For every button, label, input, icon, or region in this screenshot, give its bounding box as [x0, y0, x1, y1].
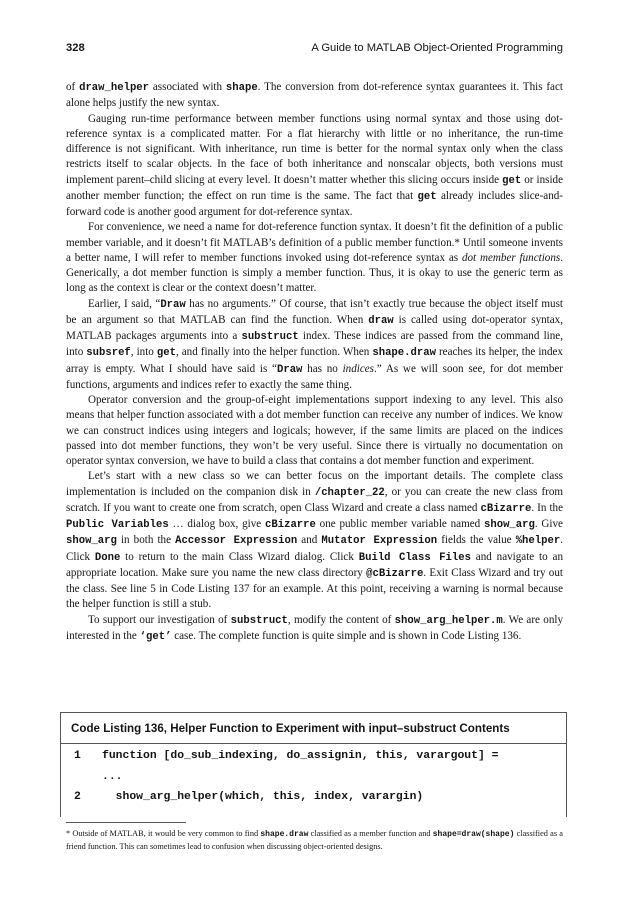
- running-header: [66, 42, 563, 60]
- paragraph-2: Gauging run-time performance between member functions using normal syntax and those using dot-reference syntax is a complicated matter. For a flat hierarchy with little or no inheritance, the run-time difference is not significant. With inheritance, run time is better for the normal syntax only when the class restricts itself to scalar objects. In the face of both inheritance and nonscalar objects, both versions must implement parent–child slicing at every level. It doesn’t matter whether this slicing occurs inside get or inside another member function; the effect on run time is the same. The fact that get already includes slice-and-forward code is another good argument for dot-reference syntax.: [66, 112, 564, 218]
- paragraph-5: Operator conversion and the group-of-eight implementations support indexing to any level. This also means that helper function associated with a dot member function can receive any number of indices. We know we can construct indices using integers and logicals; however, if the same limits are placed on the indices passed into dot member functions, they won’t be very useful. Since there is virtually no documentation on operator syntax conversion, we have to build a class that contains a dot member function and experiment.: [66, 394, 563, 467]
- paragraph-1: of draw_helper associated with shape. The conversion from dot-reference syntax guarantees it. This fact alone helps justify the new syntax.: [66, 81, 563, 110]
- paragraph-4: Earlier, I said, “Draw has no arguments.” Of course, that isn’t exactly true because the object itself must be an argument so that MATLAB can find the function. When draw is called using dot-operator syntax, MATLAB packages arguments into a substruct index. These indices are passed from the command line, into subsref, into get, and finally into the helper function. When shape.draw reaches its helper, the index array is empty. What I should have said is “Draw has no indices.” As we will soon see, for dot member functions, arguments and indices refer to exactly the same thing.: [66, 297, 564, 391]
- code-listing-box: [60, 712, 567, 817]
- code-line: 2 show_arg_helper(which, this, index, varargin): [74, 791, 424, 803]
- page-number: 328: [66, 42, 85, 54]
- paragraph-6: Let’s start with a new class so we can better focus on the important details. The complete class implementation is included on the companion disk in /chapter_22, or you can create the new class from scratch. If you want to create one from scratch, open Class Wizard and create a class named cBizarre. In the Public Variables … dialog box, give cBizarre one public member variable named show_arg. Give show_arg in both the Accessor Expression and Mutator Expression fields the value %helper. Click Done to return to the main Class Wizard dialog. Click Build Class Files and navigate to an appropriate location. Make sure you name the new class directory @cBizarre. Exit Class Wizard and try out the class. See line 5 in Code Listing 137 for an example. At this point, receiving a warning is normal because the helper function is still a stub.: [66, 470, 564, 611]
- paragraph-7: To support our investigation of substruct, modify the content of show_arg_helper.m. We are only interested in the ‘get’ case. The complete function is quite simple and is shown in Code Listing 136.: [66, 613, 563, 643]
- footnote-rule: [66, 822, 186, 823]
- code-line: ...: [102, 771, 123, 783]
- body-text: [66, 80, 563, 645]
- paragraph-3: For convenience, we need a name for dot-reference function syntax. It doesn’t fit the definition of a public member variable, and it doesn’t fit MATLAB’s definition of a public member function.* Until someone invents a better name, I will refer to member functions invoked using dot-reference syntax as dot member functions. Generically, a dot member function is simply a member function. Thus, it is okay to use the generic term as long as the context is clear or the context doesn’t matter.: [66, 221, 563, 295]
- book-title: A Guide to MATLAB Object-Oriented Programming: [311, 42, 563, 54]
- code-listing-divider: [61, 743, 566, 744]
- footnote: * Outside of MATLAB, it would be very common to find shape.draw classified as a member function and shape=draw(shape) classified as a friend function. This can sometimes lead to confusion when discussing object-oriented designs.: [66, 829, 563, 851]
- code-line: 1 function [do_sub_indexing, do_assignin, this, varargout] =: [74, 750, 499, 762]
- code-listing-title: Code Listing 136, Helper Function to Experiment with input–substruct Contents: [71, 722, 510, 735]
